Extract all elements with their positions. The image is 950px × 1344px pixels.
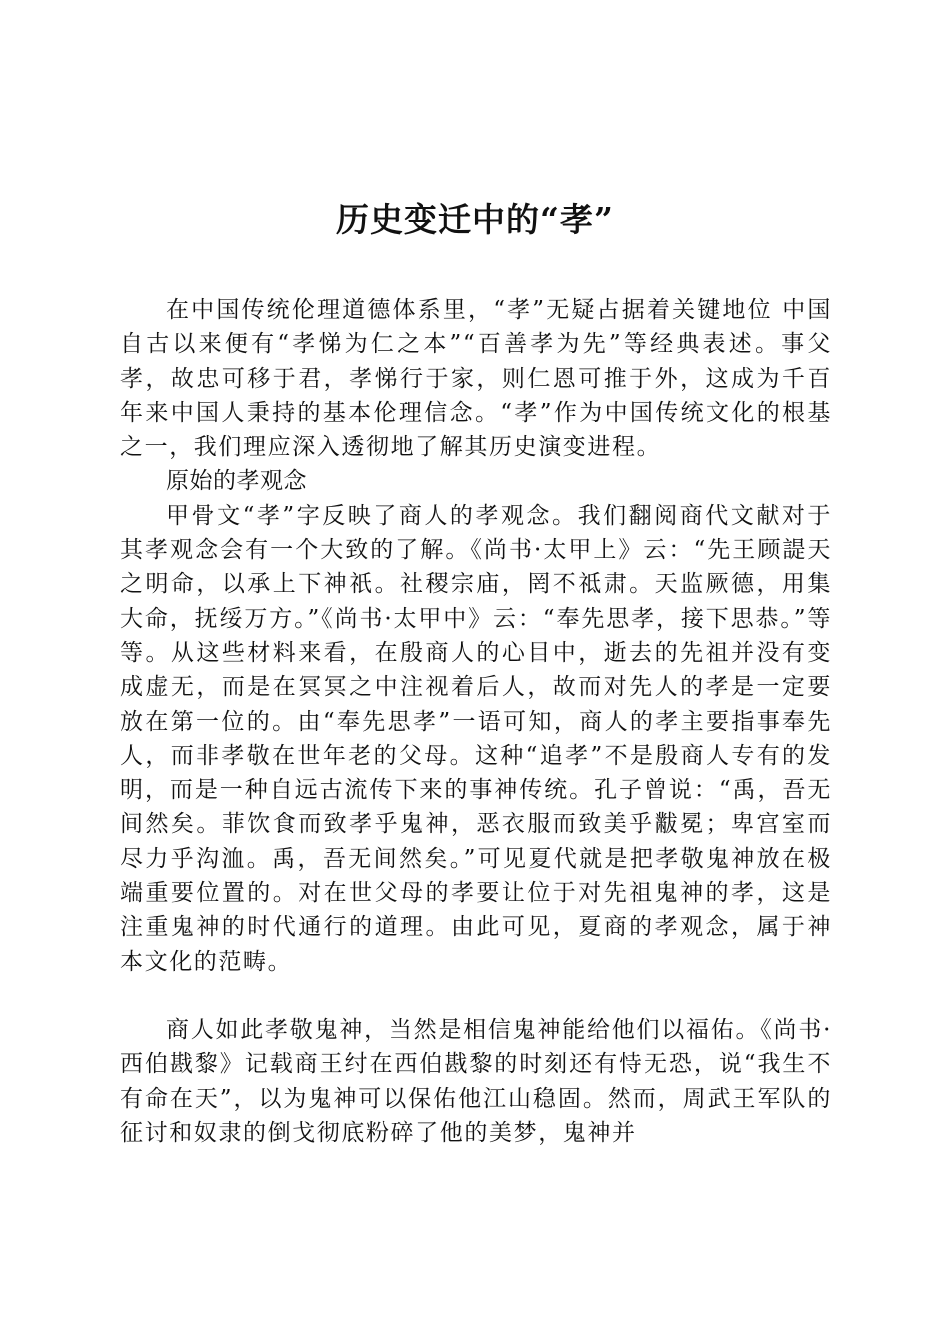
section-heading: 原始的孝观念 xyxy=(166,468,307,495)
document-title: 历史变迁中的“孝” xyxy=(336,200,614,239)
paragraph-intro: 在中国传统伦理道德体系里，“孝”无疑占据着关键地位 中国自古以来便有“孝悌为仁之本”“百善孝为先”等经典表述。事父孝，故忠可移于君，孝悌行于家，则仁恩可推于外，这成为千百年来中国人秉持的基本伦理信念。“孝”作为中国传统文化的根基之一，我们理应深入透彻地了解其历史演变进程。 xyxy=(120,297,832,461)
paragraph-shang-ghosts: 商人如此孝敬鬼神，当然是相信鬼神能给他们以福佑。《尚书·西伯戡黎》记载商王纣在西伯戡黎的时刻还有恃无恐，说“我生不有命在天”，以为鬼神可以保佑他江山稳固。然而，周武王军队的征讨和奴隶的倒戈彻底粉碎了他的美梦，鬼神并 xyxy=(120,1016,832,1146)
paragraph-oracle-bone: 甲骨文“孝”字反映了商人的孝观念。我们翻阅商代文献对于其孝观念会有一个大致的了解。《尚书·太甲上》云：“先王顾諟天之明命，以承上下神祇。社稷宗庙，罔不祗肃。天监厥德，用集大命，抚绥万方。”《尚书·太甲中》云：“奉先思孝，接下思恭。”等等。从这些材料来看，在殷商人的心目中，逝去的先祖并没有变成虚无，而是在冥冥之中注视着后人，故而对先人的孝是一定要放在第一位的。由“奉先思孝”一语可知，商人的孝主要指事奉先人，而非孝敬在世年老的父母。这种“追孝”不是殷商人专有的发明，而是一种自远古流传下来的事神传统。孔子曾说：“禹，吾无间然矣。菲饮食而致孝乎鬼神，恶衣服而致美乎黻冕；卑宫室而尽力乎沟洫。禹，吾无间然矣。”可见夏代就是把孝敬鬼神放在极端重要位置的。对在世父母的孝要让位于对先祖鬼神的孝，这是注重鬼神的时代通行的道理。由此可见，夏商的孝观念，属于神本文化的范畴。 xyxy=(120,502,832,975)
document-body xyxy=(120,293,832,1150)
